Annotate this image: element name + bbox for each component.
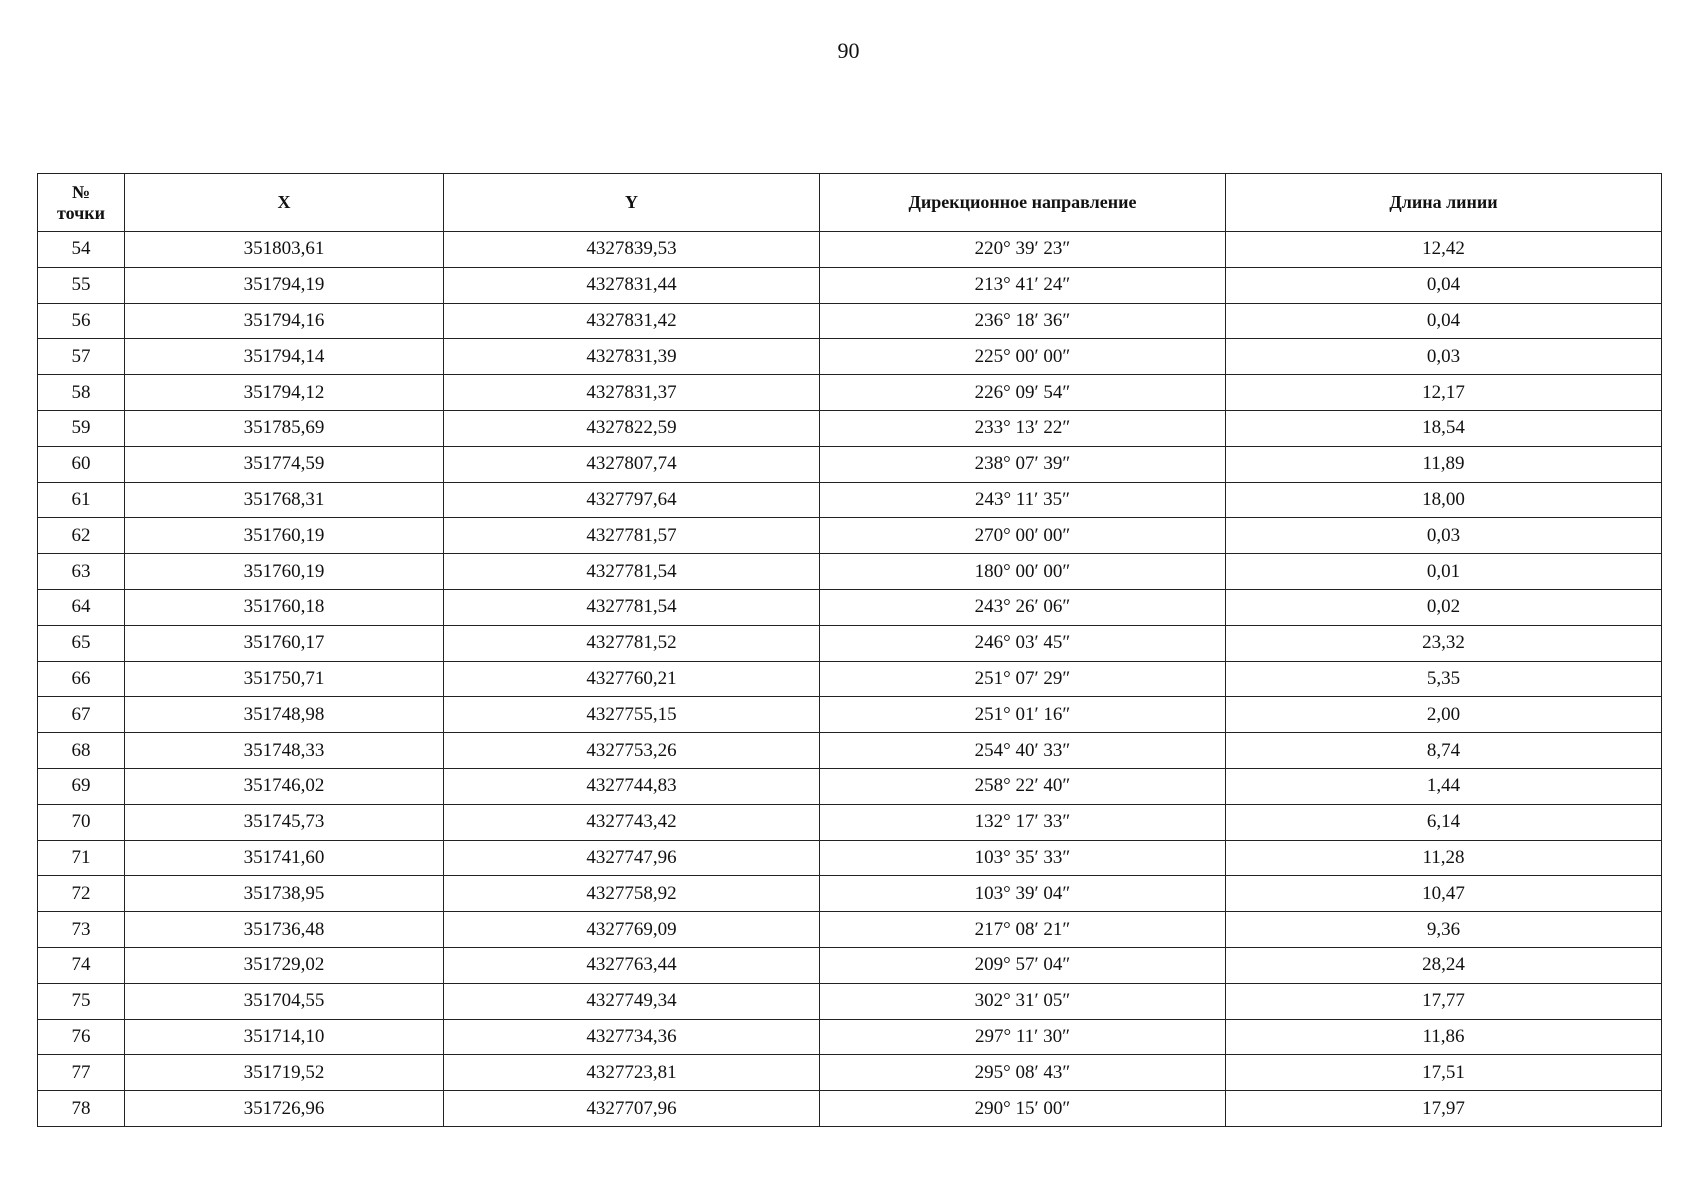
cell-point-number: 71	[38, 840, 125, 876]
cell-y: 4327755,15	[444, 697, 820, 733]
cell-point-number: 75	[38, 983, 125, 1019]
cell-x: 351760,17	[125, 625, 444, 661]
table-body	[38, 232, 1662, 1127]
coordinates-table	[37, 173, 1662, 1127]
cell-point-number: 67	[38, 697, 125, 733]
cell-point-number: 57	[38, 339, 125, 375]
cell-direction: 251° 07′ 29″	[820, 661, 1226, 697]
cell-x: 351738,95	[125, 876, 444, 912]
cell-direction: 233° 13′ 22″	[820, 410, 1226, 446]
cell-y: 4327839,53	[444, 232, 820, 268]
cell-point-number: 56	[38, 303, 125, 339]
cell-y: 4327743,42	[444, 804, 820, 840]
cell-y: 4327831,37	[444, 375, 820, 411]
cell-length: 17,51	[1226, 1055, 1662, 1091]
table-row	[38, 1019, 1662, 1055]
header-point-number-word: точки	[56, 202, 106, 223]
cell-y: 4327822,59	[444, 410, 820, 446]
cell-y: 4327747,96	[444, 840, 820, 876]
cell-y: 4327831,42	[444, 303, 820, 339]
cell-direction: 302° 31′ 05″	[820, 983, 1226, 1019]
table-row	[38, 482, 1662, 518]
cell-x: 351768,31	[125, 482, 444, 518]
table-row	[38, 518, 1662, 554]
cell-y: 4327760,21	[444, 661, 820, 697]
cell-point-number: 60	[38, 446, 125, 482]
cell-direction: 209° 57′ 04″	[820, 947, 1226, 983]
cell-direction: 295° 08′ 43″	[820, 1055, 1226, 1091]
cell-length: 17,77	[1226, 983, 1662, 1019]
cell-x: 351803,61	[125, 232, 444, 268]
page-number: 90	[837, 38, 860, 63]
cell-length: 17,97	[1226, 1091, 1662, 1127]
cell-point-number: 74	[38, 947, 125, 983]
cell-length: 0,04	[1226, 267, 1662, 303]
cell-y: 4327707,96	[444, 1091, 820, 1127]
cell-direction: 225° 00′ 00″	[820, 339, 1226, 375]
cell-direction: 254° 40′ 33″	[820, 733, 1226, 769]
cell-direction: 236° 18′ 36″	[820, 303, 1226, 339]
cell-x: 351750,71	[125, 661, 444, 697]
table-row	[38, 697, 1662, 733]
cell-length: 10,47	[1226, 876, 1662, 912]
cell-length: 8,74	[1226, 733, 1662, 769]
cell-length: 0,03	[1226, 518, 1662, 554]
cell-y: 4327781,54	[444, 589, 820, 625]
cell-direction: 220° 39′ 23″	[820, 232, 1226, 268]
cell-length: 11,89	[1226, 446, 1662, 482]
cell-direction: 213° 41′ 24″	[820, 267, 1226, 303]
cell-point-number: 64	[38, 589, 125, 625]
table-row	[38, 446, 1662, 482]
cell-length: 11,86	[1226, 1019, 1662, 1055]
table-row	[38, 804, 1662, 840]
cell-point-number: 63	[38, 554, 125, 590]
table-header-row	[38, 174, 1662, 232]
header-point-number	[38, 174, 125, 232]
cell-x: 351741,60	[125, 840, 444, 876]
cell-x: 351794,12	[125, 375, 444, 411]
cell-point-number: 66	[38, 661, 125, 697]
cell-point-number: 77	[38, 1055, 125, 1091]
cell-direction: 103° 39′ 04″	[820, 876, 1226, 912]
cell-y: 4327781,54	[444, 554, 820, 590]
cell-length: 12,42	[1226, 232, 1662, 268]
cell-direction: 217° 08′ 21″	[820, 912, 1226, 948]
cell-y: 4327797,64	[444, 482, 820, 518]
cell-length: 12,17	[1226, 375, 1662, 411]
cell-direction: 270° 00′ 00″	[820, 518, 1226, 554]
cell-x: 351748,33	[125, 733, 444, 769]
cell-x: 351794,16	[125, 303, 444, 339]
cell-direction: 297° 11′ 30″	[820, 1019, 1226, 1055]
cell-x: 351714,10	[125, 1019, 444, 1055]
header-direction: Дирекционное направление	[820, 174, 1226, 232]
cell-length: 28,24	[1226, 947, 1662, 983]
cell-length: 9,36	[1226, 912, 1662, 948]
cell-length: 5,35	[1226, 661, 1662, 697]
table-row	[38, 1055, 1662, 1091]
header-x: X	[125, 174, 444, 232]
table-row	[38, 375, 1662, 411]
cell-point-number: 76	[38, 1019, 125, 1055]
cell-y: 4327807,74	[444, 446, 820, 482]
cell-point-number: 72	[38, 876, 125, 912]
cell-y: 4327753,26	[444, 733, 820, 769]
cell-direction: 132° 17′ 33″	[820, 804, 1226, 840]
table-row	[38, 733, 1662, 769]
cell-direction: 290° 15′ 00″	[820, 1091, 1226, 1127]
table-row	[38, 303, 1662, 339]
cell-direction: 103° 35′ 33″	[820, 840, 1226, 876]
cell-direction: 180° 00′ 00″	[820, 554, 1226, 590]
cell-point-number: 59	[38, 410, 125, 446]
cell-direction: 243° 11′ 35″	[820, 482, 1226, 518]
cell-y: 4327749,34	[444, 983, 820, 1019]
table-row	[38, 589, 1662, 625]
cell-length: 18,54	[1226, 410, 1662, 446]
cell-point-number: 55	[38, 267, 125, 303]
cell-length: 0,01	[1226, 554, 1662, 590]
cell-y: 4327769,09	[444, 912, 820, 948]
cell-y: 4327831,39	[444, 339, 820, 375]
table-row	[38, 339, 1662, 375]
cell-y: 4327723,81	[444, 1055, 820, 1091]
cell-y: 4327781,57	[444, 518, 820, 554]
cell-x: 351760,18	[125, 589, 444, 625]
table-row	[38, 661, 1662, 697]
cell-y: 4327734,36	[444, 1019, 820, 1055]
cell-length: 0,02	[1226, 589, 1662, 625]
cell-x: 351760,19	[125, 554, 444, 590]
cell-direction: 243° 26′ 06″	[820, 589, 1226, 625]
cell-direction: 226° 09′ 54″	[820, 375, 1226, 411]
table-row	[38, 912, 1662, 948]
cell-point-number: 65	[38, 625, 125, 661]
table-row	[38, 625, 1662, 661]
cell-x: 351794,19	[125, 267, 444, 303]
cell-length: 11,28	[1226, 840, 1662, 876]
cell-length: 6,14	[1226, 804, 1662, 840]
cell-point-number: 78	[38, 1091, 125, 1127]
cell-point-number: 61	[38, 482, 125, 518]
header-point-number-symbol: №	[71, 181, 91, 202]
header-y: Y	[444, 174, 820, 232]
cell-x: 351774,59	[125, 446, 444, 482]
cell-x: 351785,69	[125, 410, 444, 446]
cell-x: 351745,73	[125, 804, 444, 840]
cell-y: 4327831,44	[444, 267, 820, 303]
table-row	[38, 947, 1662, 983]
cell-direction: 251° 01′ 16″	[820, 697, 1226, 733]
cell-length: 2,00	[1226, 697, 1662, 733]
table-row	[38, 840, 1662, 876]
cell-x: 351704,55	[125, 983, 444, 1019]
cell-y: 4327763,44	[444, 947, 820, 983]
cell-point-number: 54	[38, 232, 125, 268]
table-row	[38, 267, 1662, 303]
cell-x: 351736,48	[125, 912, 444, 948]
cell-point-number: 73	[38, 912, 125, 948]
cell-x: 351746,02	[125, 768, 444, 804]
cell-length: 0,04	[1226, 303, 1662, 339]
cell-x: 351719,52	[125, 1055, 444, 1091]
cell-direction: 238° 07′ 39″	[820, 446, 1226, 482]
cell-length: 18,00	[1226, 482, 1662, 518]
table-row	[38, 876, 1662, 912]
table-row	[38, 1091, 1662, 1127]
cell-y: 4327781,52	[444, 625, 820, 661]
cell-point-number: 68	[38, 733, 125, 769]
table-row	[38, 410, 1662, 446]
table-row	[38, 554, 1662, 590]
cell-direction: 246° 03′ 45″	[820, 625, 1226, 661]
table-row	[38, 983, 1662, 1019]
cell-x: 351729,02	[125, 947, 444, 983]
cell-y: 4327758,92	[444, 876, 820, 912]
cell-x: 351760,19	[125, 518, 444, 554]
cell-point-number: 70	[38, 804, 125, 840]
cell-x: 351794,14	[125, 339, 444, 375]
cell-length: 0,03	[1226, 339, 1662, 375]
cell-length: 23,32	[1226, 625, 1662, 661]
header-length: Длина линии	[1226, 174, 1662, 232]
cell-y: 4327744,83	[444, 768, 820, 804]
table-row	[38, 232, 1662, 268]
cell-point-number: 62	[38, 518, 125, 554]
cell-x: 351726,96	[125, 1091, 444, 1127]
cell-length: 1,44	[1226, 768, 1662, 804]
cell-point-number: 69	[38, 768, 125, 804]
cell-point-number: 58	[38, 375, 125, 411]
table-row	[38, 768, 1662, 804]
cell-x: 351748,98	[125, 697, 444, 733]
cell-direction: 258° 22′ 40″	[820, 768, 1226, 804]
